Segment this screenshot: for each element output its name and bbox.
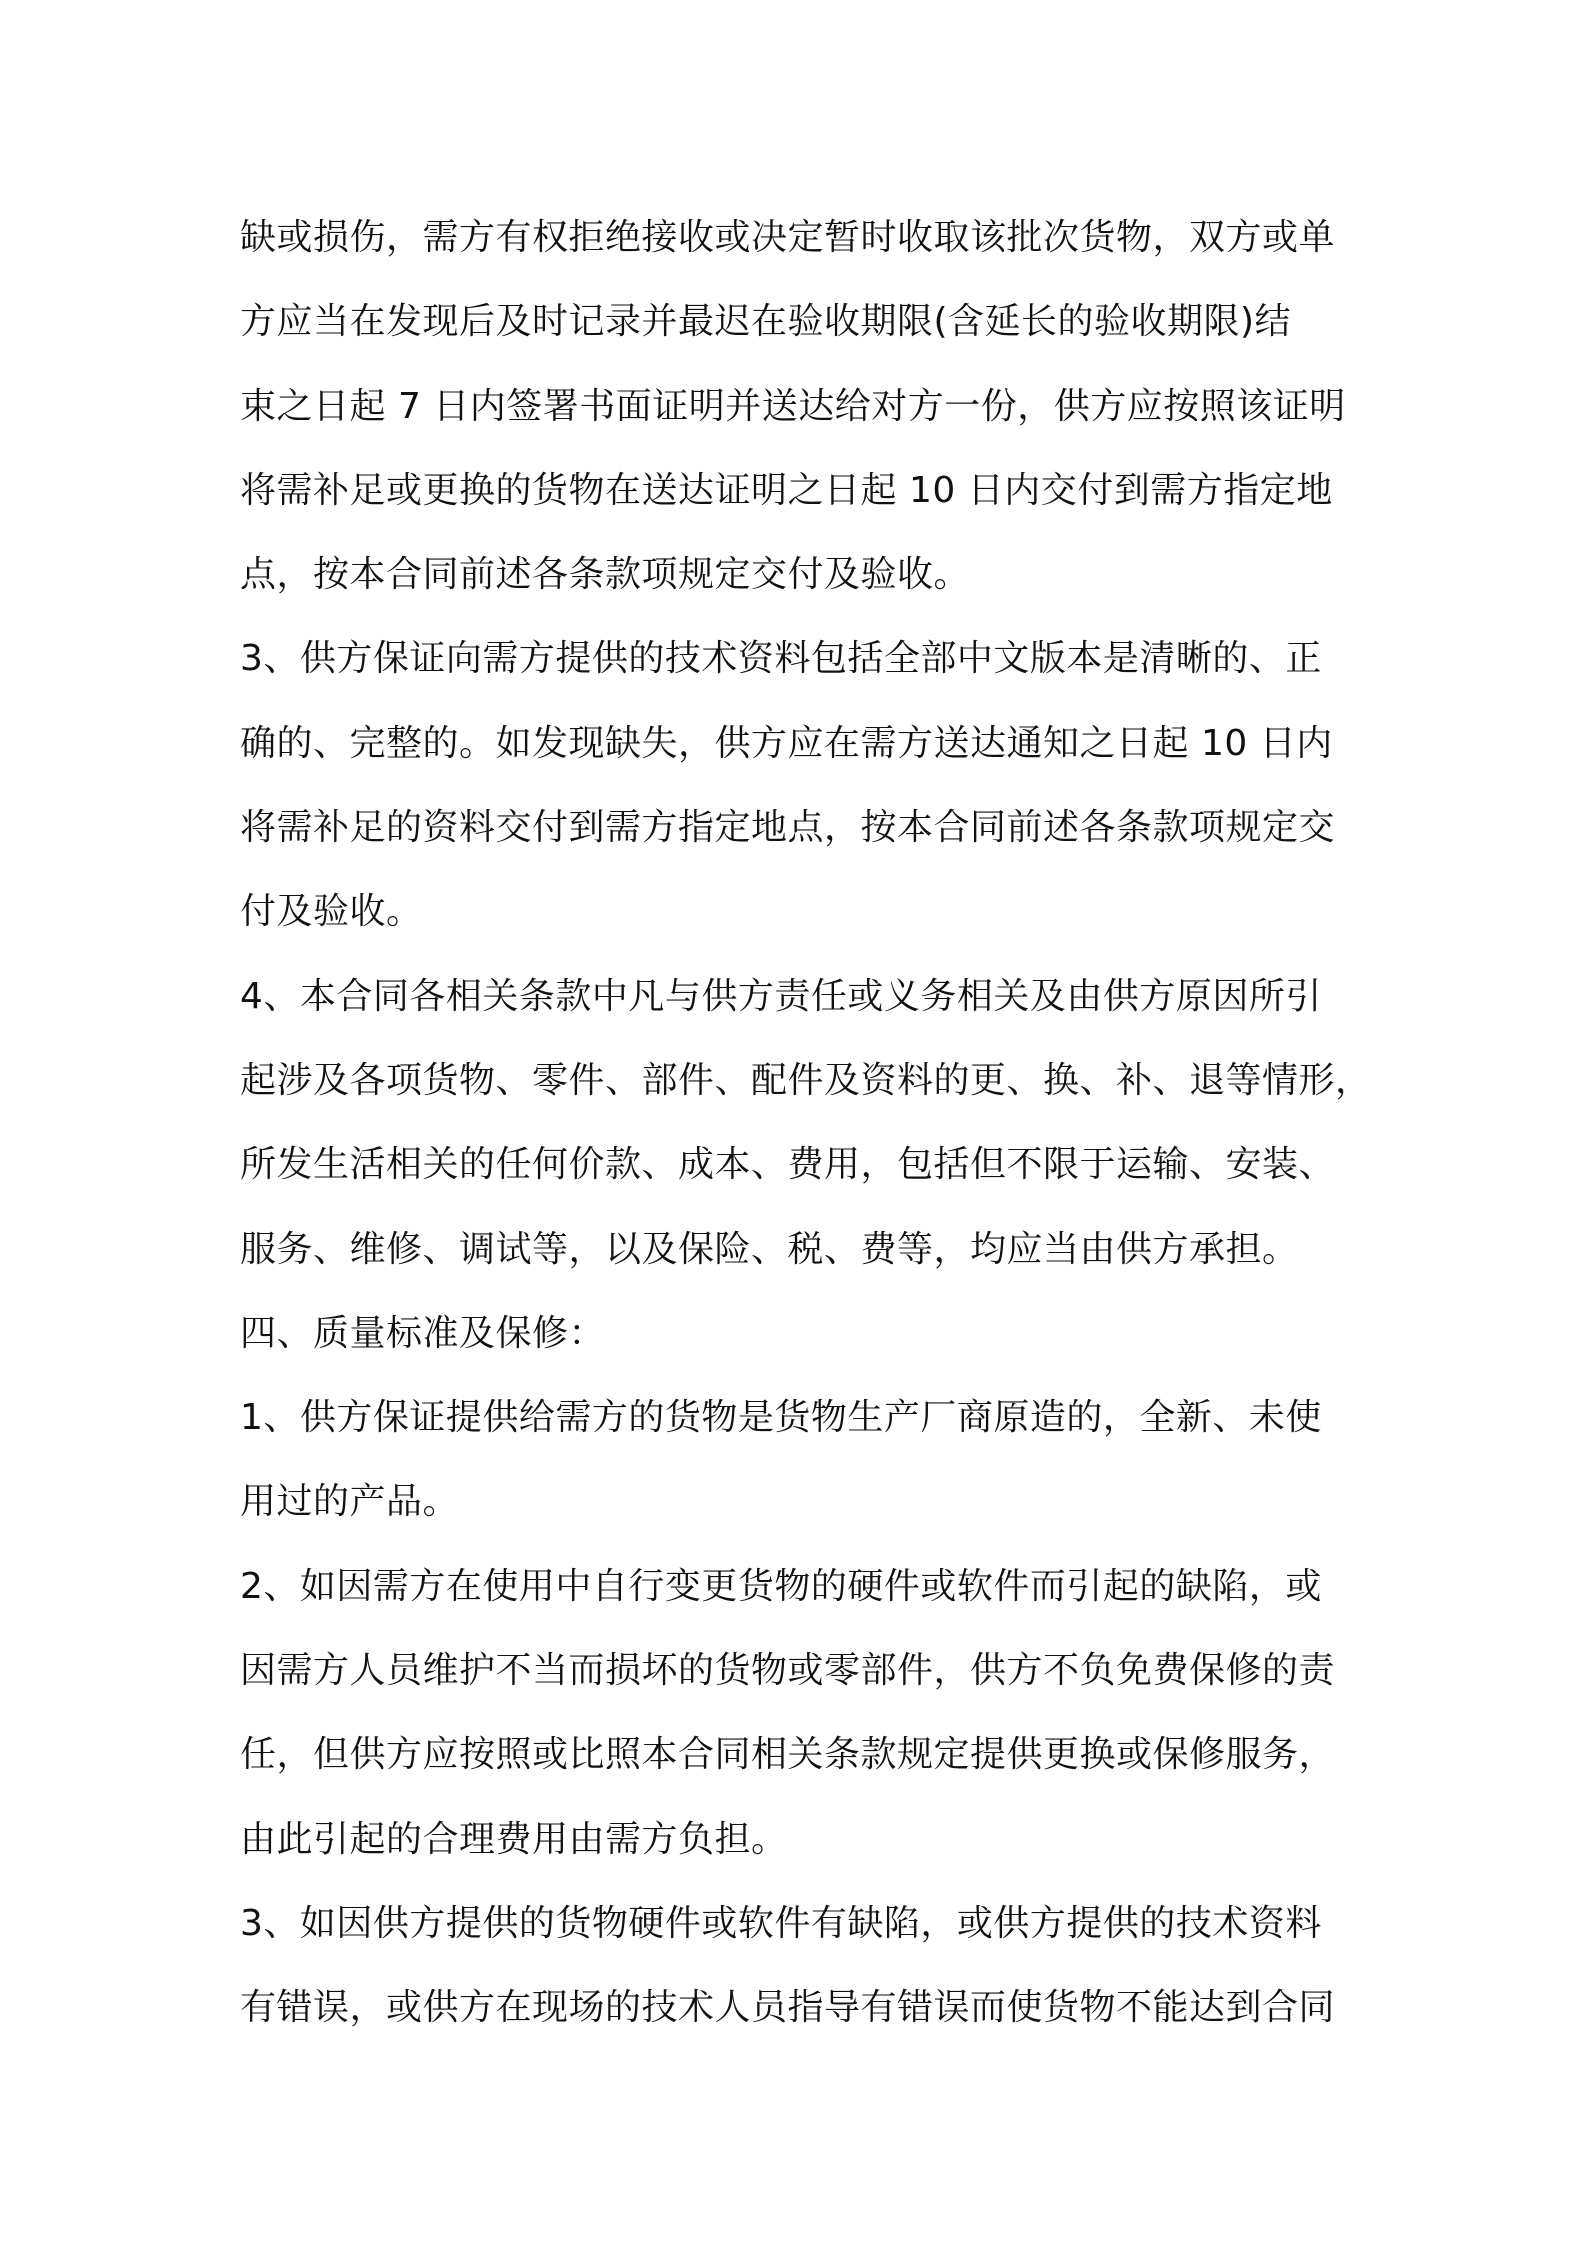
text-line: 有错误，或供方在现场的技术人员指导有错误而使货物不能达到合同 xyxy=(240,1987,1336,2029)
text-line: 3、供方保证向需方提供的技术资料包括全部中文版本是清晰的、正 xyxy=(240,638,1322,680)
text-line: 所发生活相关的任何价款、成本、费用，包括但不限于运输、安装、 xyxy=(240,1144,1336,1186)
text-line: 3、如因供方提供的货物硬件或软件有缺陷，或供方提供的技术资料 xyxy=(240,1902,1322,1944)
text-line: 因需方人员维护不当而损坏的货物或零部件，供方不负免费保修的责 xyxy=(240,1650,1336,1692)
section-heading: 四、质量标准及保修： xyxy=(240,1312,606,1354)
text-line: 缺或损伤，需方有权拒绝接收或决定暂时收取该批次货物，双方或单 xyxy=(240,217,1336,258)
text-line: 付及验收。 xyxy=(240,891,423,933)
text-line: 起涉及各项货物、零件、部件、配件及资料的更、换、补、退等情形， xyxy=(240,1059,1372,1101)
text-line: 点，按本合同前述各条款项规定交付及验收。 xyxy=(240,554,971,596)
text-line: 2、如因需方在使用中自行变更货物的硬件或软件而引起的缺陷，或 xyxy=(240,1565,1322,1607)
text-line: 服务、维修、调试等，以及保险、税、费等，均应当由供方承担。 xyxy=(240,1228,1299,1270)
text-line: 由此引起的合理费用由需方负担。 xyxy=(240,1818,788,1860)
text-line: 将需补足或更换的货物在送达证明之日起 10 日内交付到需方指定地 xyxy=(240,469,1333,511)
text-line: 方应当在发现后及时记录并最迟在验收期限(含延长的验收期限)结 xyxy=(240,301,1292,343)
text-line: 1、供方保证提供给需方的货物是货物生产厂商原造的，全新、未使 xyxy=(240,1397,1322,1439)
text-line: 束之日起 7 日内签署书面证明并送达给对方一份，供方应按照该证明 xyxy=(240,385,1346,427)
text-line: 将需补足的资料交付到需方指定地点，按本合同前述各条款项规定交 xyxy=(240,807,1336,849)
document-body xyxy=(240,196,1372,2051)
text-line: 4、本合同各相关条款中凡与供方责任或义务相关及由供方原因所引 xyxy=(240,975,1322,1017)
text-line: 用过的产品。 xyxy=(240,1481,460,1523)
text-line: 确的、完整的。如发现缺失，供方应在需方送达通知之日起 10 日内 xyxy=(240,722,1333,764)
text-line: 任，但供方应按照或比照本合同相关条款规定提供更换或保修服务， xyxy=(240,1734,1336,1776)
